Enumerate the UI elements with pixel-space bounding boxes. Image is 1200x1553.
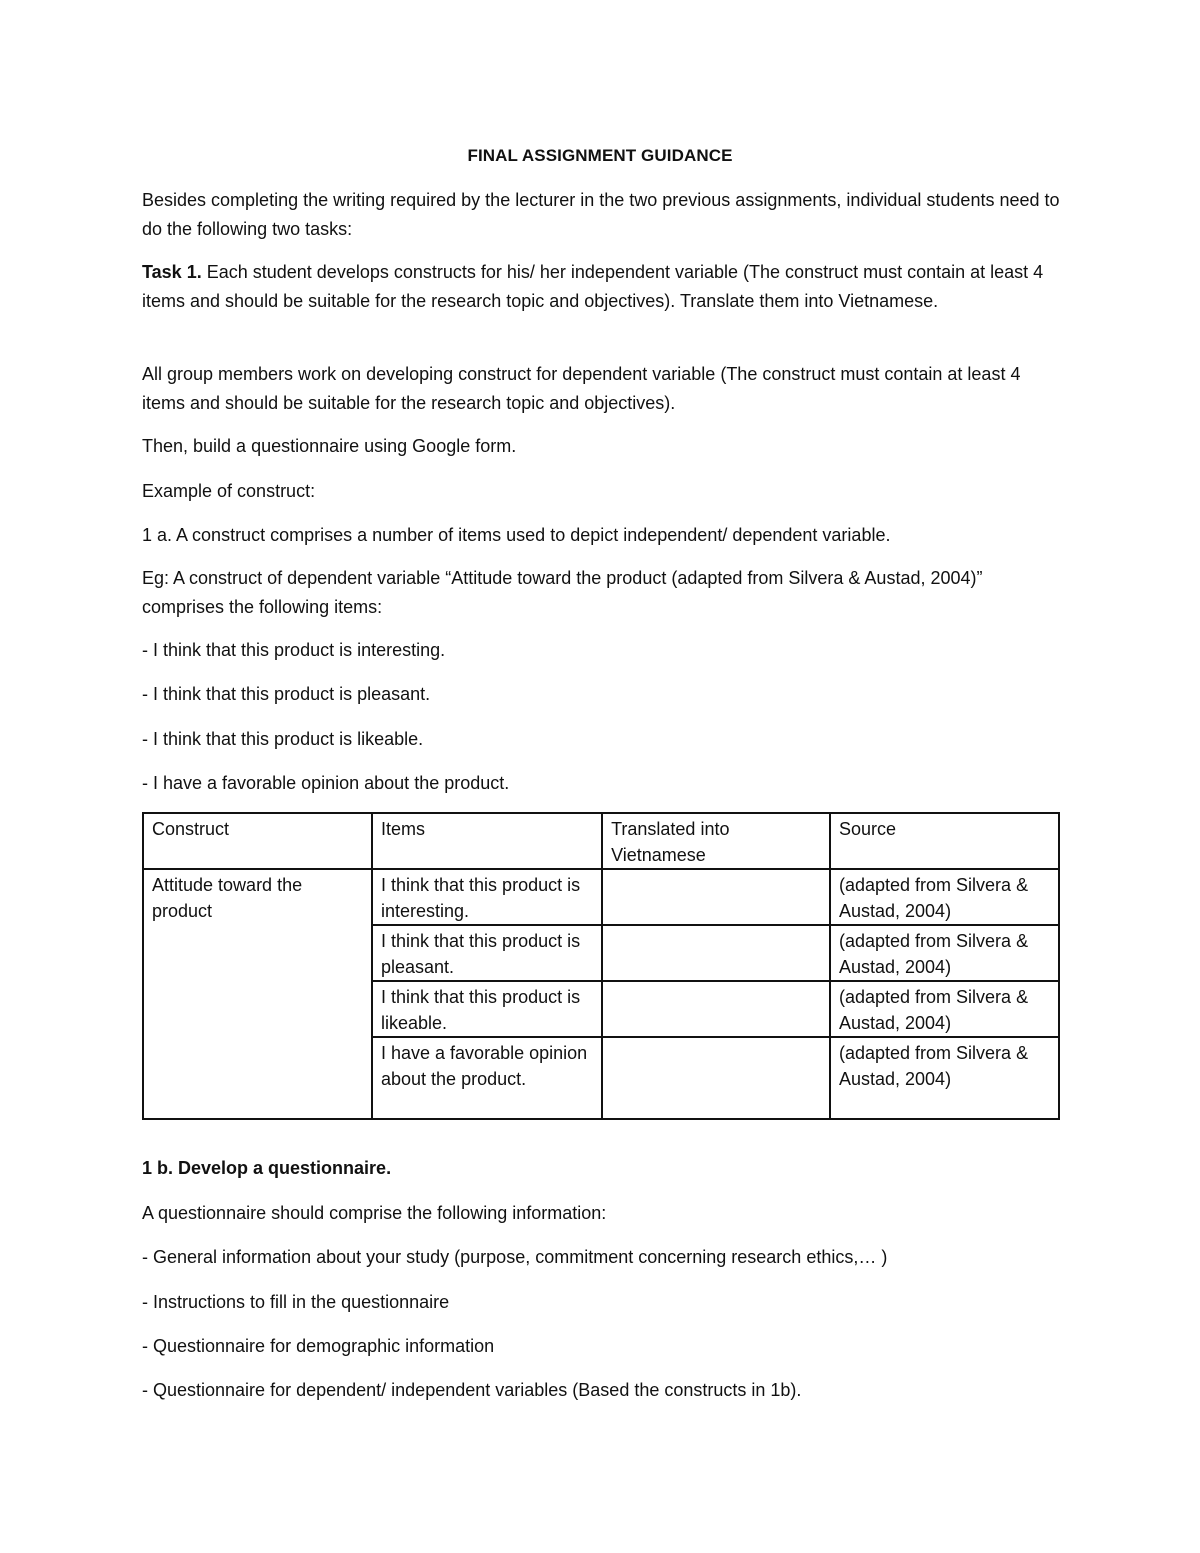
questionnaire-item: - Questionnaire for dependent/ independent variables (Based the constructs in 1b). xyxy=(142,1380,802,1400)
example-item: - I think that this product is pleasant. xyxy=(142,684,431,704)
source-cell: (adapted from Silvera & Austad, 2004) xyxy=(830,981,1059,1037)
source-cell: (adapted from Silvera & Austad, 2004) xyxy=(830,925,1059,981)
intro-paragraph: Besides completing the writing required by the lecturer in the two previous assignments, individual students need to do the following two tasks: xyxy=(142,190,1060,239)
point-1b: 1 b. Develop a questionnaire. xyxy=(142,1158,392,1178)
table-header-cell: Items xyxy=(372,813,602,869)
translated-cell xyxy=(602,869,830,925)
task1-label: Task 1. xyxy=(142,262,202,282)
table-header-row xyxy=(143,813,1059,869)
then-paragraph: Then, build a questionnaire using Google form. xyxy=(142,436,517,456)
construct-cell: Attitude toward the product xyxy=(143,869,372,1119)
item-cell: I think that this product is pleasant. xyxy=(372,925,602,981)
questionnaire-item: - Instructions to fill in the questionnaire xyxy=(142,1292,450,1312)
point-1a: 1 a. A construct comprises a number of items used to depict independent/ dependent variable. xyxy=(142,525,891,545)
example-heading: Example of construct: xyxy=(142,481,316,501)
group-paragraph: All group members work on developing construct for dependent variable (The construct must contain at least 4 items and should be suitable for the research topic and objectives). xyxy=(142,364,1021,413)
example-item: - I think that this product is likeable. xyxy=(142,729,424,749)
translated-cell xyxy=(602,925,830,981)
task1-paragraph xyxy=(142,258,1062,316)
table-header-cell: Translated into Vietnamese xyxy=(602,813,830,869)
task1-text: Each student develops constructs for his/ her independent variable (The construct must contain at least 4 items and should be suitable for the research topic and objectives). Translate them into Vietnamese. xyxy=(142,262,1044,311)
translated-cell xyxy=(602,1037,830,1119)
item-cell: I think that this product is interesting. xyxy=(372,869,602,925)
item-cell: I think that this product is likeable. xyxy=(372,981,602,1037)
table-row xyxy=(143,869,1059,925)
construct-table xyxy=(142,812,1060,1120)
example-item: - I have a favorable opinion about the product. xyxy=(142,773,510,793)
table-header-cell: Construct xyxy=(143,813,372,869)
questionnaire-item: - General information about your study (purpose, commitment concerning research ethics,… ) xyxy=(142,1247,888,1267)
questionnaire-intro: A questionnaire should comprise the following information: xyxy=(142,1203,607,1223)
translated-cell xyxy=(602,981,830,1037)
eg-paragraph: Eg: A construct of dependent variable “Attitude toward the product (adapted from Silvera & Austad, 2004)” comprises the following items: xyxy=(142,568,983,617)
page-title: FINAL ASSIGNMENT GUIDANCE xyxy=(467,146,733,165)
questionnaire-item: - Questionnaire for demographic information xyxy=(142,1336,495,1356)
table-header-cell: Source xyxy=(830,813,1059,869)
item-cell: I have a favorable opinion about the product. xyxy=(372,1037,602,1119)
source-cell: (adapted from Silvera & Austad, 2004) xyxy=(830,1037,1059,1119)
source-cell: (adapted from Silvera & Austad, 2004) xyxy=(830,869,1059,925)
example-item: - I think that this product is interesting. xyxy=(142,640,446,660)
